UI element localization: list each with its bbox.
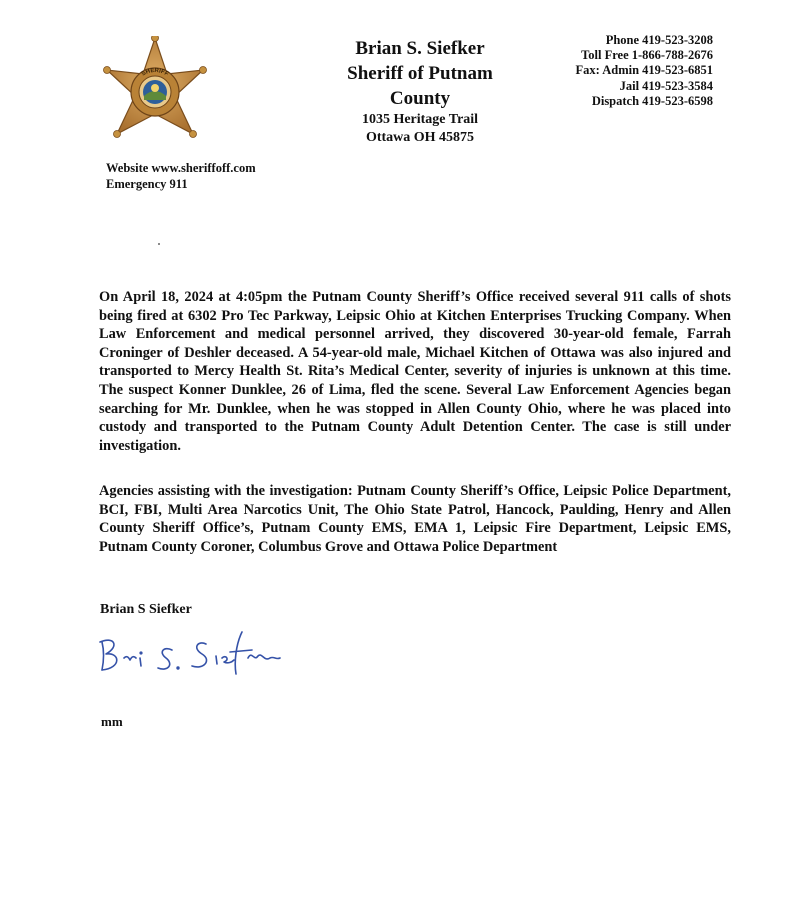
incident-paragraph: On April 18, 2024 at 4:05pm the Putnam County Sheriff’s Office received several 911 calls of shots being fired at 6302 Pro Tec Parkway, Leipsic Ohio at Kitchen Enterprises Trucking Company. When Law Enforcement and medical personnel arrived, they discovered 30-year-old female, Farrah Croninger of Deshler deceased. A 54-year-old male, Michael Kitchen of Ottawa was also injured and transported to Mercy Health St. Rita’s Medical Center, severity of injuries is unknown at this time. The suspect Konner Dunklee, 26 of Lima, fled the scene. Several Law Enforcement Agencies began searching for Mr. Dunklee, when he was stopped in Allen County Ohio, where he was placed into custody and transported to the Putnam County Adult Detention Center. The case is still under investigation. (99, 289, 731, 454)
sheriff-title (310, 61, 530, 111)
badge-ring-text: SHERIFF (140, 67, 170, 78)
typist-initials: mm (101, 714, 123, 729)
stray-mark (158, 243, 160, 245)
contact-fax: Fax: Admin 419-523-6851 (575, 63, 713, 78)
handwritten-signature (94, 628, 284, 680)
address-line-2: Ottawa OH 45875 (365, 130, 475, 145)
agencies-paragraph: Agencies assisting with the investigation: Putnam County Sheriff’s Office, Leipsic Police Department, BCI, FBI, Multi Area Narcotics Unit, The Ohio State Patrol, Hancock, Paulding, Henry and Allen County Sheriff Office’s, Putnam County EMS, EMA 1, Leipsic Fire Department, Leipsic EMS, Putnam County Coroner, Columbus Grove and Ottawa Police Department (99, 483, 731, 555)
address-line-1: 1035 Heritage Trail (361, 112, 479, 127)
contact-jail: Jail 419-523-3584 (619, 78, 713, 93)
website-text: Website www.sheriffoff.com (106, 161, 256, 175)
contact-phone: Phone 419-523-3208 (605, 33, 713, 47)
signer-name: Brian S Siefker (100, 602, 192, 617)
emergency-text: Emergency 911 (106, 177, 188, 191)
sheriff-name: Brian S. Siefker (355, 38, 485, 59)
sheriff-title-line-1: Sheriff of Putnam (347, 63, 493, 84)
sheriff-title-line-2: County (389, 88, 451, 109)
contact-toll-free: Toll Free 1-866-788-2676 (581, 48, 713, 63)
sheriff-star-badge-icon (103, 36, 207, 160)
contact-dispatch: Dispatch 419-523-6598 (591, 93, 713, 108)
contact-list (540, 33, 713, 109)
